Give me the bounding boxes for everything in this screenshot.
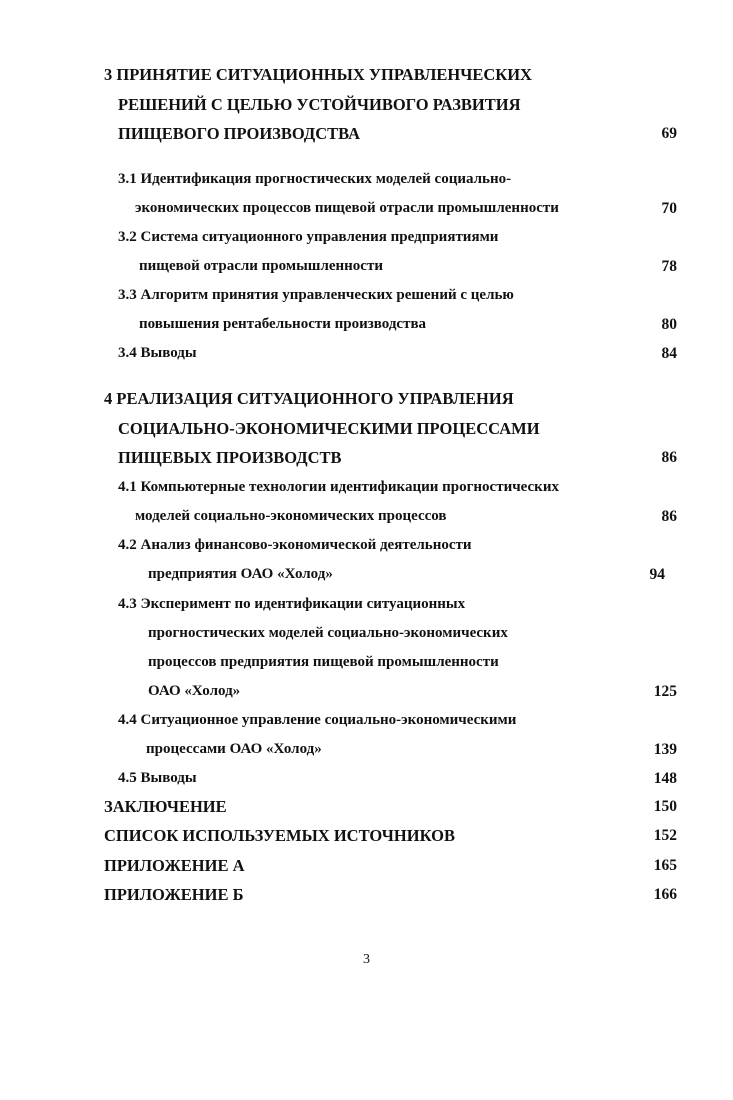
toc-s4-1-line1: 4.1 Компьютерные технологии идентификации прогностических (118, 479, 559, 495)
toc-ch4-title-line1: 4 РЕАЛИЗАЦИЯ СИТУАЦИОННОГО УПРАВЛЕНИЯ (104, 389, 514, 408)
toc-s4-4-page: 139 (653, 741, 677, 758)
toc-ch3-page: 69 (661, 125, 677, 142)
toc-s3-4-line1: 3.4 Выводы (118, 345, 197, 361)
toc-s4-3-line3: процессов предприятия пищевой промышленности (148, 654, 499, 670)
toc-s4-2-line2: предприятия ОАО «Холод» (148, 566, 333, 582)
toc-ch4-page: 86 (661, 449, 677, 466)
toc-s3-2-line2: пищевой отрасли промышленности (139, 258, 383, 274)
toc-s4-5-line1: 4.5 Выводы (118, 770, 197, 786)
toc-appendix-b: ПРИЛОЖЕНИЕ Б (104, 885, 244, 904)
toc-s4-3-line2: прогностических моделей социально-экономических (148, 625, 508, 641)
toc-s4-2-page: 94 (649, 566, 665, 583)
toc-s4-3-line1: 4.3 Эксперимент по идентификации ситуационных (118, 596, 466, 612)
toc-s4-3-line4: ОАО «Холод» (148, 683, 241, 699)
toc-appendix-a: ПРИЛОЖЕНИЕ А (104, 856, 245, 875)
toc-appendix-a-page: 165 (653, 857, 677, 874)
toc-s4-2-line1: 4.2 Анализ финансово-экономической деятельности (118, 537, 472, 553)
toc-s4-1-page: 86 (661, 508, 677, 525)
toc-s4-5-page: 148 (653, 770, 677, 787)
toc-sources-page: 152 (653, 827, 677, 844)
toc-s3-2-line1: 3.2 Система ситуационного управления предприятиями (118, 229, 499, 245)
toc-ch3-title-line3: ПИЩЕВОГО ПРОИЗВОДСТВА (118, 124, 361, 143)
toc-s3-3-line2: повышения рентабельности производства (139, 316, 427, 332)
page-number: 3 (363, 952, 370, 967)
toc-ch4-title-line3: ПИЩЕВЫХ ПРОИЗВОДСТВ (118, 448, 342, 467)
toc-s4-3-page: 125 (653, 683, 677, 700)
toc-s3-3-page: 80 (661, 316, 677, 333)
toc-appendix-b-page: 166 (653, 886, 677, 903)
toc-s3-1-page: 70 (661, 200, 677, 217)
toc-ch4-title-line2: СОЦИАЛЬНО-ЭКОНОМИЧЕСКИМИ ПРОЦЕССАМИ (118, 419, 540, 438)
toc-s3-1-line1: 3.1 Идентификация прогностических моделей социально- (118, 171, 512, 187)
toc-conclusion: ЗАКЛЮЧЕНИЕ (104, 797, 227, 816)
toc-sources: СПИСОК ИСПОЛЬЗУЕМЫХ ИСТОЧНИКОВ (104, 826, 455, 845)
toc-s3-2-page: 78 (661, 258, 677, 275)
toc-s3-4-page: 84 (661, 345, 677, 362)
toc-ch3-title-line1: 3 ПРИНЯТИЕ СИТУАЦИОННЫХ УПРАВЛЕНЧЕСКИХ (104, 65, 532, 84)
toc-s4-1-line2: моделей социально-экономических процессов (135, 508, 447, 524)
toc-s4-4-line1: 4.4 Ситуационное управление социально-экономическими (118, 712, 517, 728)
toc-s3-3-line1: 3.3 Алгоритм принятия управленческих решений с целью (118, 287, 514, 303)
toc-s4-4-line2: процессами ОАО «Холод» (146, 741, 322, 757)
toc-conclusion-page: 150 (653, 798, 677, 815)
toc-s3-1-line2: экономических процессов пищевой отрасли промышленности (135, 200, 559, 216)
toc-ch3-title-line2: РЕШЕНИЙ С ЦЕЛЬЮ УСТОЙЧИВОГО РАЗВИТИЯ (118, 95, 521, 114)
